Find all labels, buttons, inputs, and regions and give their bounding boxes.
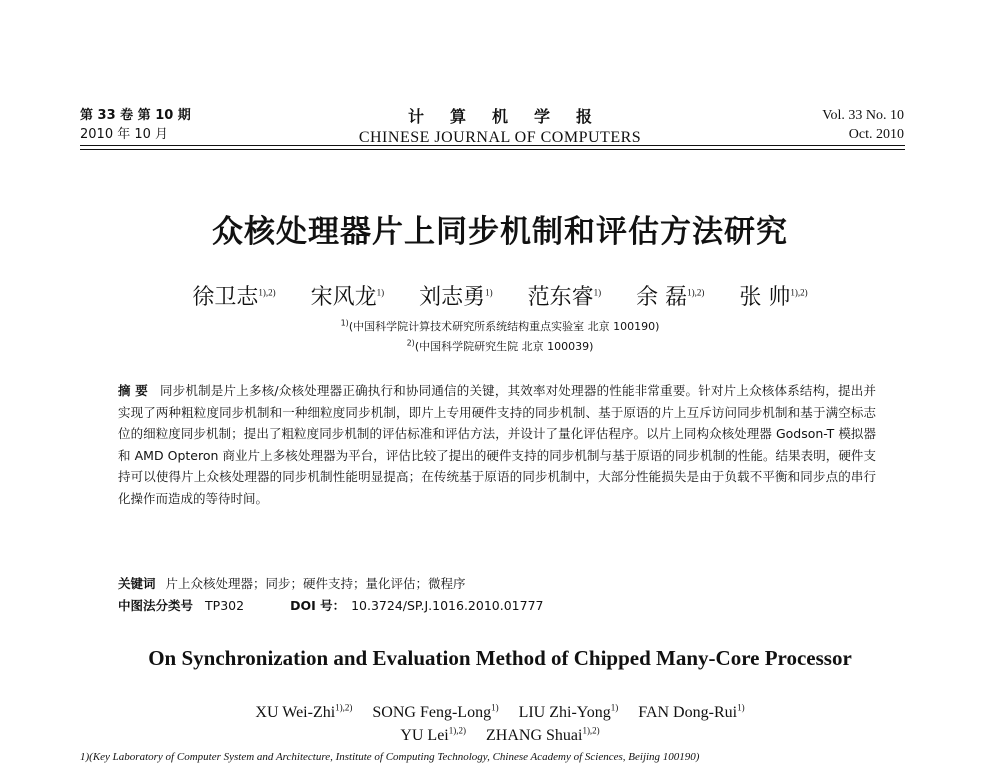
- journal-name-cn: 计算机学报: [407, 107, 618, 126]
- abstract-label: 摘 要: [118, 383, 148, 398]
- class-label: 中图法分类号: [118, 598, 194, 613]
- classification-line: [118, 596, 543, 614]
- volume-en: Vol. 33 No. 10: [822, 108, 904, 123]
- author-en: XU Wei-Zhi$^{1),2)}$: [255, 703, 353, 722]
- journal-name-en: CHINESE JOURNAL OF COMPUTERS: [358, 129, 642, 146]
- journal-title: [300, 104, 700, 147]
- author-en: ZHANG Shuai$^{1),2)}$: [486, 726, 600, 745]
- date-en: Oct. 2010: [848, 127, 904, 142]
- header-issue-info: [80, 106, 191, 144]
- keywords-cn: [118, 574, 466, 592]
- class-value: TP302: [205, 598, 245, 613]
- issue-cn: 第 33 卷 第 10 期: [80, 108, 191, 123]
- author-en: LIU Zhi-Yong$^{1)}$: [518, 703, 619, 722]
- doi-label: DOI 号：: [290, 598, 346, 613]
- paper-title-en: On Synchronization and Evaluation Method of Chipped Many-Core Processor: [148, 646, 852, 670]
- author-cn: 宋风龙$^{1)}$: [310, 285, 385, 310]
- author-cn: 余 磊$^{1),2)}$: [636, 285, 705, 310]
- affiliation-cn-2: $^{2)}$(中国科学院研究生院 北京 100039): [406, 338, 594, 353]
- abstract-text: 同步机制是片上多核/众核处理器正确执行和协同通信的关键，其效率对处理器的性能非常重要。针对片上众核体系结构，提出并实现了两种粗粒度同步机制和一种细粒度同步机制，即片上专用硬件支持的同步机制、基于原语的片上互斥访问同步机制和基于满空标志位的细粒度同步机制；提出了粗粒度同步机制的评估标准和评估方法，并设计了量化评估程序。以片上同构众核处理器 Godson-T 模拟器和 AMD Opteron 商业片上多核处理器为平台，评估比较了提出的硬件支持的同步机制与基于原语的同步机制的性能。结果表明，硬件支持可以使得片上众核处理器的同步机制性能明显提高；在传统基于原语的同步机制中，大部分性能损失是由于负载不平衡和同步点的串行化操作而造成的等待时间。: [118, 383, 876, 506]
- abstract-cn: [118, 380, 876, 510]
- author-en: FAN Dong-Rui$^{1)}$: [638, 703, 745, 722]
- doi-value: 10.3724/SP.J.1016.2010.01777: [351, 598, 544, 613]
- affiliation-cn-1: $^{1)}$(中国科学院计算技术研究所系统结构重点实验室 北京 100190): [340, 318, 660, 333]
- authors-en-line1: [0, 703, 1000, 722]
- authors-cn: [0, 280, 1000, 311]
- author-en: YU Lei$^{1),2)}$: [400, 726, 466, 745]
- author-en: SONG Feng-Long$^{1)}$: [372, 703, 499, 722]
- header-rule-thick: [80, 145, 905, 146]
- keywords-text: 片上众核处理器；同步；硬件支持；量化评估；微程序: [165, 576, 466, 591]
- keywords-label: 关键词: [118, 576, 156, 591]
- author-cn: 范东睿$^{1)}$: [527, 285, 602, 310]
- date-cn: 2010 年 10 月: [80, 127, 169, 142]
- authors-en-line2: [0, 726, 1000, 745]
- header-rule-thin: [80, 149, 905, 150]
- author-cn: 刘志勇$^{1)}$: [419, 285, 493, 310]
- author-cn: 徐卫志$^{1),2)}$: [192, 285, 276, 310]
- affiliation-en: 1)(Key Laboratory of Computer System and Architecture, Institute of Computing Technology, Chinese Academy of Sciences, Beijing 100190): [80, 751, 700, 763]
- header-volume-info: [822, 106, 904, 144]
- author-cn: 张 帅$^{1),2)}$: [739, 285, 808, 310]
- paper-title-cn: 众核处理器片上同步机制和评估方法研究: [212, 214, 788, 250]
